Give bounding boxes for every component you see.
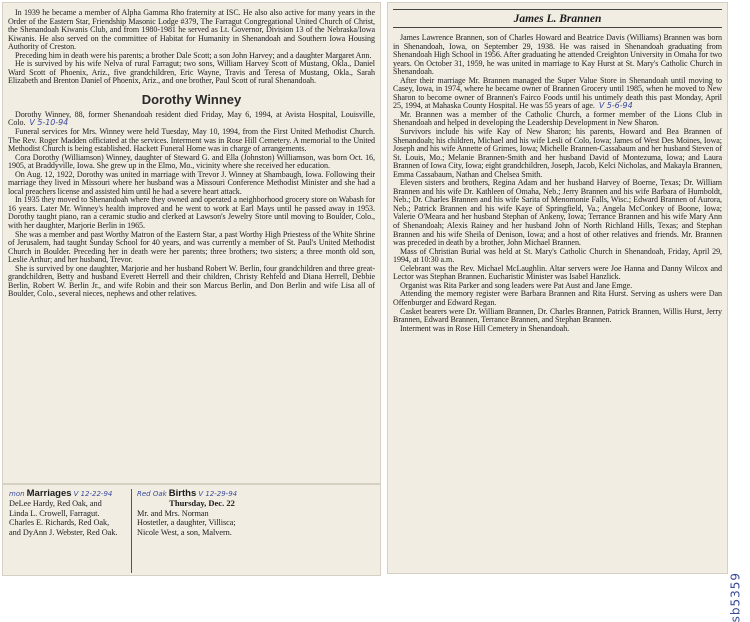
left-clipping [3,3,380,483]
scott-paragraph-2: Preceding him in death were his parents; a brother Dale Scott; a son John Harvey; and a daughter Margaret Ann. [15,50,372,60]
scott-paragraph-1: In 1939 he became a member of Alpha Gamma Rho fraternity at ISC. He also also active for many years in the Order of the Eastern Star, Friendship Masonic Lodge #379, The Farragut Congregational United Church of Christ, the Shenandoah Kiwanis Club, and from 1980-1981 he served as Lt. Governor, Division 13 of the Nebraska/Iowa Kiwanis. He also served on the committee of Habitat for Humanity in Shenandoah and Southern Iowa Housing Authority of Creston. [8,8,375,52]
brannen-paragraph-9: Attending the memory register were Barbara Brannen and Rita Hurst. Serving as ushers were Dan Offenburger and Edward Regan. [393,289,722,307]
winney-paragraph-5: She was a member and past Worthy Matron of the Eastern Star, a past Worthy High Priestess of the White Shrine of Jerusalem, had taught Sunday School for 40 years, and was currently a member of St. Paul's United Methodist Church in Boulder. Preceding her in death were her parents; three brothers; two sisters; a three month old son, Leslie Arthur; and her husband, Trevor. [8,229,375,265]
births-date: Thursday, Dec. 22 [169,498,235,509]
winney-handwritten-date: V 5-10-94 [29,118,69,128]
brannen-paragraph-8: Organist was Rita Parker and song leaders were Pat Aust and Jane Emge. [400,280,633,290]
winney-paragraph-4: In 1935 they moved to Shenandoah where they owned and operated a neighborhood grocery store on Wabash for 16 years. Later Mr. Winney's health improved and he went to work at Earl Mays until he passed away in 1953. Dorothy taught piano, ran a ceramic studio and clerked at Lawson's Jewelry Store until moving to Boulder, Colo., with her daughter, Marjorie Berlin in 1965. [8,195,375,231]
scott-paragraph-3: He is survived by his wife Nelva of rural Farragut; two sons, William Harvey Scott of Mustang, Okla., Daniel Ward Scott of Phoenix, Ariz., five grandchildren, Eric Wayne, Travis and Teresa of Mustang, Okla., Sarah Elizabeth and Brenton Daniel of Phoenix, Ariz., and one brother, Paul Scott of rural Shenandoah. [8,59,375,86]
winney-headline: Dorothy Winney [141,91,242,107]
birth-line-3: Nicole West, a son, Malvern. [137,527,232,537]
winney-paragraph-3: On Aug. 12, 1922, Dorothy was united in marriage with Trevor J. Winney at Shambaugh, Iowa. Following their marriage they lived in Missouri where her husband was a Missouri Conference Methodist Minister and she had a local preachers license and assisted him until he had a severe heart attack. [8,169,375,196]
brannen-paragraph-1: James Lawrence Brannen, son of Charles Howard and Beatrice Davis (Williams) Brannen was born in Shenandoah, Iowa, on September 29, 1938. He was raised in Shenandoah graduating from Shenandoah High School in 1956. After graduating he attended Creighton University in Omaha for two years. On October 31, 1959, he was united in marriage to Kay Hurst at St. Mary's Catholic Church in Shenandoah. [393,33,722,77]
births-handwritten-date: V 12-29-94 [198,490,238,498]
brannen-paragraph-6: Mass of Christian Burial was held at St. Mary's Catholic Church in Shenandoah, Friday, April 29, 1994, at 10:30 a.m. [393,246,722,265]
right-clipping [388,3,727,573]
archive-stamp-number: sb5359 [728,572,742,622]
winney-paragraph-6: She is survived by one daughter, Marjorie and her husband Robert W. Berlin, four grandchildren and three great-grandchildren, Betty and husband Everett Herrell and their children, Christy Rehfeld and Diana Herrell, Debbie Berlin, Robert W. Berlin Jr., and wife Robin and their son Marcus Berlin, and Don Berlin and wife Lisa all of Boulder, Colo., several nieces, nephews and other relatives. [8,263,375,299]
marriage-line-1: DeLee Hardy, Red Oak, and [9,499,102,509]
brannen-handwritten-date: V 5-6-94 [598,101,633,111]
column-divider [131,489,132,573]
brannen-paragraph-2 [393,77,722,111]
marriage-line-2: Linda L. Crowell, Farragut. [9,508,100,518]
brannen-paragraph-5: Eleven sisters and brothers, Regina Adam and her husband Harvey of Boerne, Texas; Dr. William Brannen and his wife Dr. Kathleen of Omaha, Neb.; Jerry Brannen and his wife Barbara of Humboldt, Neb.; Dr. Charles Brannen and his wife Sarita of Menomonie Falls, Wisc.; Edward Brannen of Aurora, Neb.; Patrick Brannen and his wife Kaye of Springfield, Va.; Angela McConkey of Boone, Iowa; Valerie O'Meara and her husband Stephan of Ankeny, Iowa; Terrance Brannen and his wife Mary Ann of Shenandoah; Alexis Rainey and her husband John of North Richland Hills, Texas; and Stephan Brannen and his wife Sheila of Denison, Iowa; and a host of other relatives and friends. Mr. Brannen was preceded in death by a brother, John Michael Brannen. [393,178,722,248]
bottom-clipping [3,485,380,575]
right-column [393,7,722,573]
marriages-header [9,489,127,499]
winney-first-text: Dorothy Winney, 88, former Shenandoah resident died Friday, May 6, 1994, at Avista Hospital, Louisville, Colo. [8,109,375,128]
marriages-title: Marriages [26,488,72,499]
winney-paragraph-2: Cora Dorothy (Williamson) Winney, daughter of Steward G. and Ella (Johnston) Williamson, was born Oct. 16, 1905, at Braddyville, Iowa. She grew up in the Elmo, Mo., vicinity where she received her education. [8,152,375,171]
brannen-paragraph-3: Mr. Brannen was a member of the Catholic Church, a former member of the Lions Club in Shenandoah and helped in developing the Leadership Development in New Sharon. [393,109,722,128]
births-column [137,489,267,537]
marriage-line-4: and DyAnn J. Webster, Red Oak. [9,527,118,537]
brannen-headline: James L. Brannen [393,9,722,28]
left-column [8,9,375,483]
brannen-paragraph-2-text: After their marriage Mr. Brannen managed the Super Value Store in Shenandoah until moving to Casey, Iowa, in 1974, where he became owner of Brannen Grocery until 1985, when he moved to New Sharon to become owner of Brannen's Fairco Foods until his untimely death this past Monday, April 25, 1994, at Mahaska County Hospital. He was 55 years of age. [393,75,722,111]
winney-first-paragraph [8,111,375,128]
brannen-paragraph-11: Interment was in Rose Hill Cemetery in Shenandoah. [400,323,570,333]
birth-line-2: Hostetler, a daughter, Villisca; [137,518,236,528]
births-handwritten-note: Red Oak [137,490,167,498]
brannen-paragraph-4: Survivors include his wife Kay of New Sharon; his parents, Howard and Bea Brannen of Shenandoah; his children, Michael and his wife Lesli of Colo, Iowa; James of West Des Moines, Iowa; Joseph and his wife Annette of Grimes, Iowa; Michelle Brannen-Cassabaum and her husband Steven of St. Louis, Mo.; Melanie Brannen-Smith and her husband David of Montezuma, Iowa; and Laura Brannen of Iowa City, Iowa; eight grandchildren, Joseph, Jacob, Kelci Nicholas, and Makayla Brannen, Emma Cassabaum, Nathan and Chelsea Smith. [393,127,722,179]
birth-line-1: Mr. and Mrs. Norman [137,508,209,518]
brannen-paragraph-10: Casket bearers were Dr. William Brannen, Dr. Charles Brannen, Patrick Brannen, Willis Hurst, Jerry Brannen, Edward Brannen, Terrance Brannen, and Stephan Brannen. [393,306,722,325]
marriages-handwritten-date: V 12-22-94 [73,490,113,498]
marriages-column [9,489,127,537]
brannen-paragraph-7: Celebrant was the Rev. Michael McLaughlin. Altar servers were Joe Hanna and Danny Wilcox and Lector was Stephan Brannen. Eucharistic Minister was Isabel Hanzlick. [393,263,722,282]
marriage-line-3: Charles E. Richards, Red Oak, [9,518,110,528]
births-title: Births [168,488,197,499]
winney-paragraph-1: Funeral services for Mrs. Winney were held Tuesday, May 10, 1994, from the First United Methodist Church. The Rev. Roger Madden officiated at the services. Interment was in Rose Hill Cemetery. A memorial to the United Methodist Church is being established. Hackett Funeral Home was in charge of arrangements. [8,127,375,154]
marriages-handwritten-note: mon [9,490,25,498]
